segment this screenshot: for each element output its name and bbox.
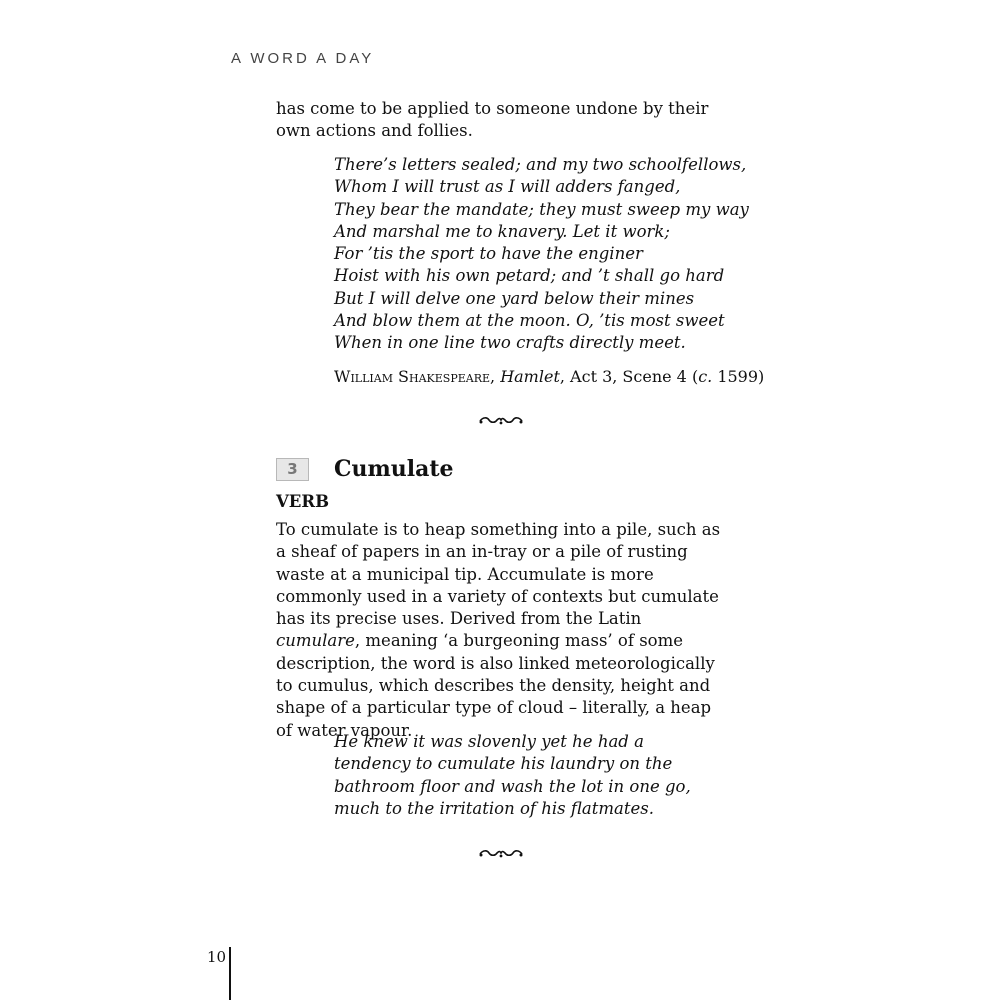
verse-line: Hoist with his own petard; and ’t shall go hard: [334, 266, 725, 286]
verse-line: For ’tis the sport to have the enginer: [334, 244, 643, 264]
definition-paragraph: [276, 519, 726, 742]
page-number: 10: [207, 948, 227, 966]
attribution-author: William Shakespeare: [334, 367, 491, 386]
attribution-year: 1599): [712, 367, 765, 386]
verse-line: But I will delve one yard below their mines: [334, 288, 695, 308]
running-head: A WORD A DAY: [231, 50, 375, 67]
attribution-circa: c.: [698, 367, 713, 386]
definition-text: , meaning ‘a burgeoning mass’ of some description, the word is also linked meteorologically to cumulus, which describes the density, height and shape of a particular type of cloud – literally, a heap of water vapour.: [276, 631, 715, 740]
verse-line: And blow them at the moon. O, ’tis most sweet: [334, 311, 725, 331]
quote-attribution: [334, 367, 764, 386]
verse-line: Whom I will trust as I will adders fanged,: [334, 177, 681, 197]
verse-line: There’s letters sealed; and my two schoolfellows,: [334, 155, 747, 174]
usage-example: He knew it was slovenly yet he had a tendency to cumulate his laundry on the bathroom floor and wash the lot in one go, much to the irritation of his flatmates.: [334, 732, 691, 818]
attribution-location: , Act 3, Scene 4 (: [559, 367, 699, 386]
folio-rule: [229, 947, 231, 1000]
entry-headword: Cumulate: [334, 456, 454, 482]
verse-quotation: [334, 154, 749, 355]
verse-line: When in one line two crafts directly meet.: [334, 333, 686, 353]
attribution-separator: ,: [490, 367, 501, 386]
verse-line: And marshal me to knavery. Let it work;: [334, 221, 670, 241]
flourish-ornament-icon: [478, 848, 524, 860]
verse-line: They bear the mandate; they must sweep my way: [334, 199, 749, 219]
continuation-paragraph: has come to be applied to someone undone by their own actions and follies.: [276, 99, 709, 141]
part-of-speech-label: VERB: [276, 492, 330, 511]
entry-number-badge: 3: [276, 458, 309, 481]
latin-term: cumulare: [276, 631, 355, 651]
attribution-work: Hamlet: [500, 367, 560, 386]
flourish-ornament-icon: [478, 415, 524, 427]
definition-text: To cumulate is to heap something into a pile, such as a sheaf of papers in an in-tray or a pile of rusting waste at a municipal tip. Accumulate is more commonly used in a variety of contexts but cumulate has its precise uses. Derived from the Latin: [276, 520, 721, 629]
